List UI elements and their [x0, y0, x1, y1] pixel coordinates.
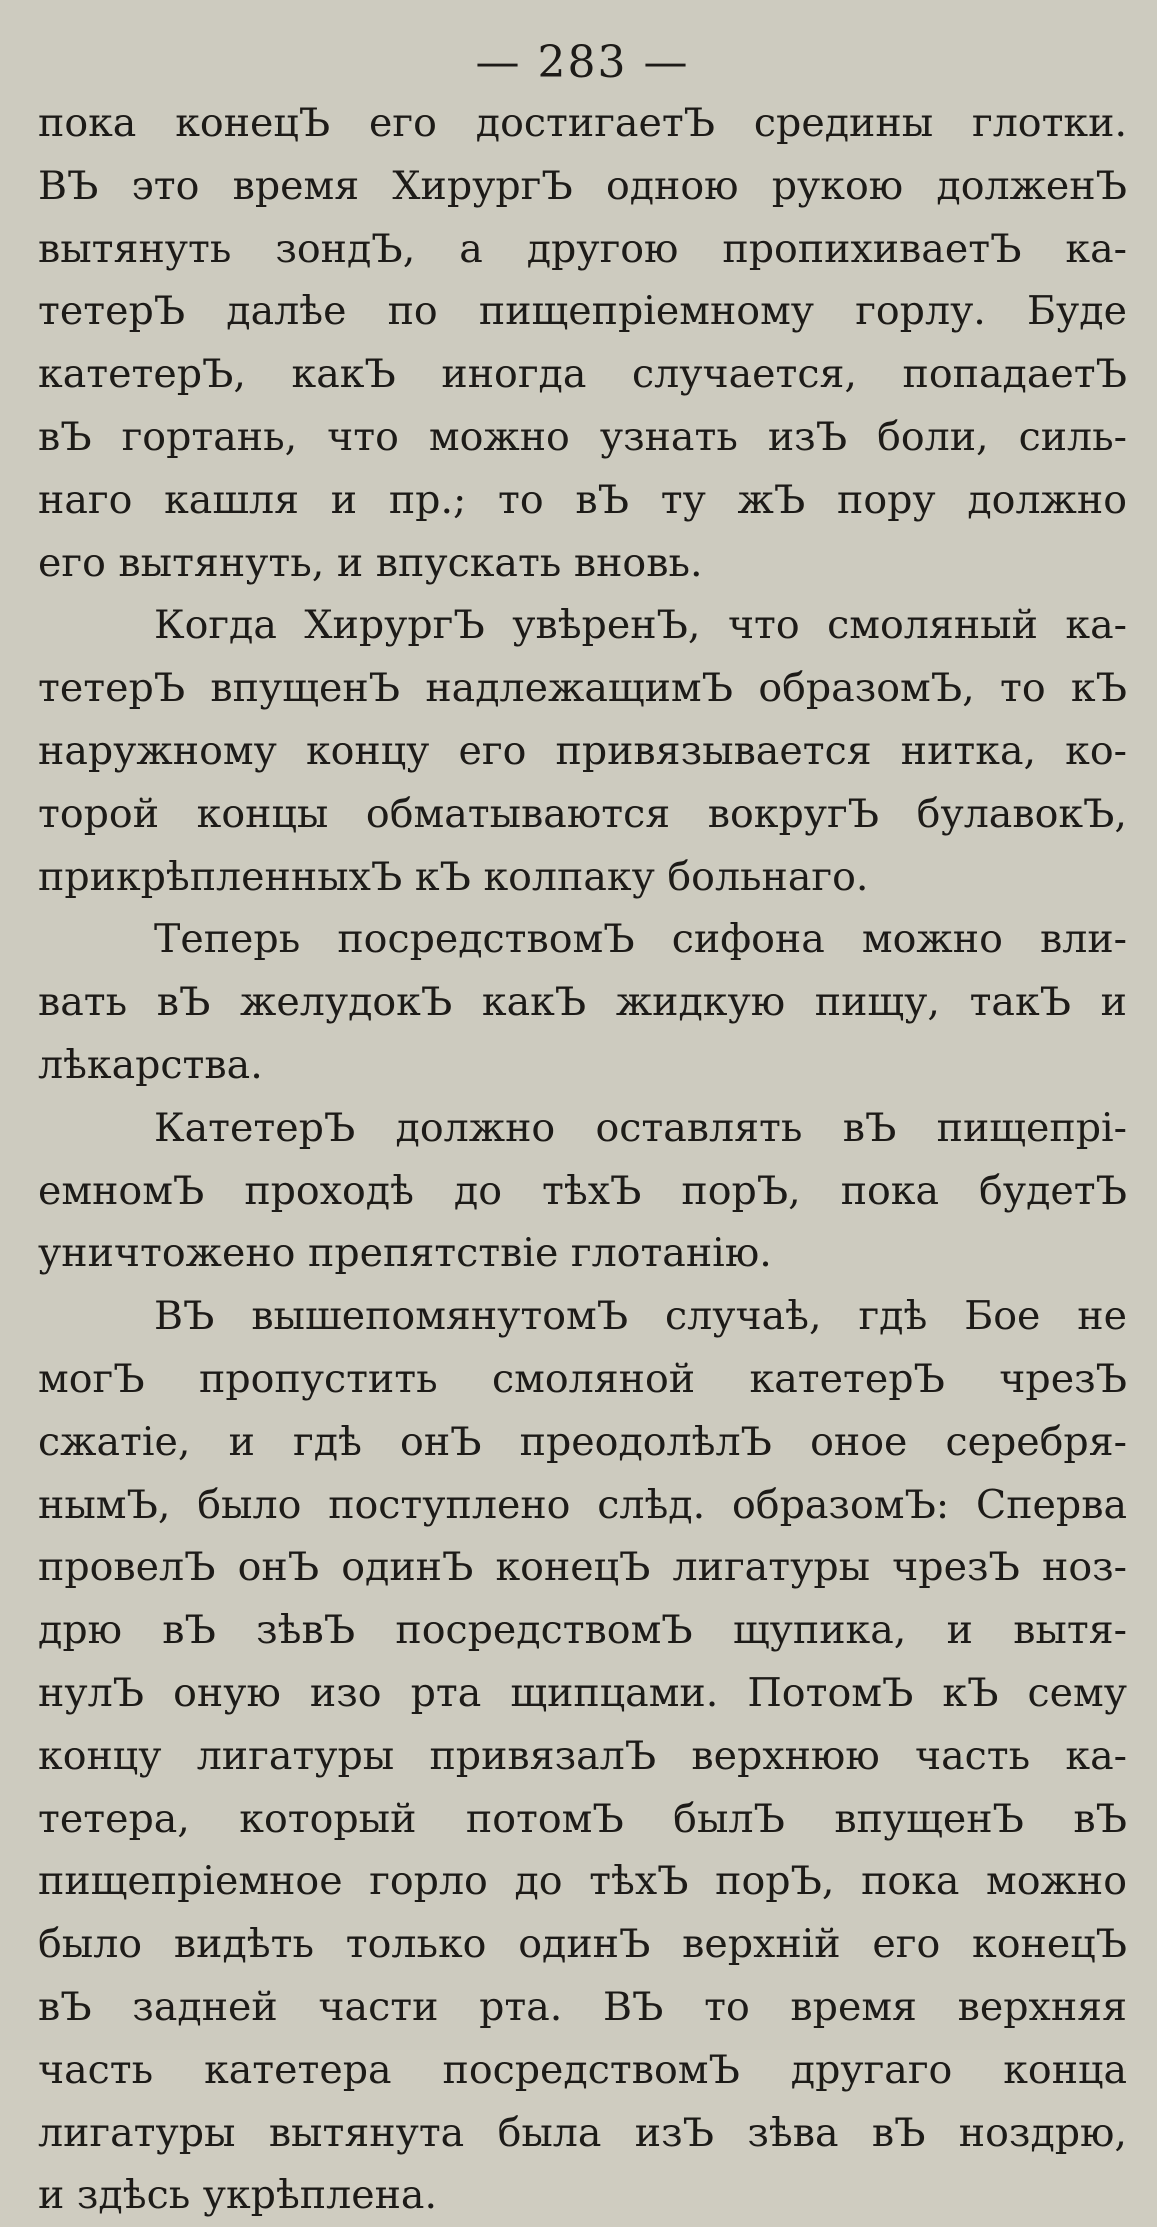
text-line: вытянуть зондЪ, а другою пропихиваетЪ ка- — [38, 225, 1127, 272]
text-line: ВЪ вышепомянутомЪ случаѣ, гдѣ Бое не — [154, 1293, 1127, 1340]
text-line: пока конецЪ его достигаетЪ средины глотки. — [38, 100, 1127, 146]
text-line: могЪ пропустить смоляной катетерЪ чрезЪ — [38, 1355, 1127, 1402]
text-line: пищепріемное горло до тѣхЪ порЪ, пока можно — [38, 1858, 1127, 1905]
text-line: концу лигатуры привязалЪ верхнюю часть ка- — [38, 1732, 1127, 1779]
text-line: наружному концу его привязывается нитка, ко- — [38, 727, 1127, 774]
text-line: ВЪ это время ХирургЪ одною рукою долженЪ — [38, 162, 1127, 209]
text-line: его вытянуть, и впускать вновь. — [38, 539, 703, 586]
text-line: провелЪ онЪ одинЪ конецЪ лигатуры чрезЪ ноз- — [38, 1544, 1127, 1591]
text-line: нулЪ оную изо рта щипцами. ПотомЪ кЪ сему — [38, 1669, 1127, 1716]
text-line: торой концы обматываются вокругЪ булавокЪ, — [38, 790, 1127, 837]
text-line: прикрѣпленныхЪ кЪ колпаку больнаго. — [38, 853, 869, 900]
text-line: вЪ гортань, что можно узнать изЪ боли, силь- — [38, 413, 1127, 460]
text-line: уничтожено препятствіе глотанію. — [38, 1230, 772, 1277]
text-line: дрю вЪ зѣвЪ посредствомЪ щупика, и вытя- — [38, 1607, 1127, 1654]
text-line: лѣкарства. — [38, 1041, 263, 1088]
paragraph — [38, 594, 1127, 908]
text-line: часть катетера посредствомЪ другаго конца — [38, 2046, 1127, 2093]
text-line: катетерЪ, какЪ иногда случается, попадаетЪ — [38, 351, 1127, 398]
paragraph — [38, 92, 1127, 594]
paragraph — [38, 908, 1127, 1096]
body-text — [38, 92, 1127, 2227]
paragraph — [38, 1285, 1127, 2227]
text-line: вЪ задней части рта. ВЪ то время верхняя — [38, 1983, 1127, 2030]
text-line: лигатуры вытянута была изЪ зѣва вЪ ноздрю, — [38, 2109, 1127, 2156]
text-line: и здѣсь укрѣплена. — [38, 2172, 438, 2219]
text-line: тетера, который потомЪ былЪ впущенЪ вЪ — [38, 1795, 1127, 1842]
paragraph — [38, 1097, 1127, 1285]
text-line: нымЪ, было поступлено слѣд. образомЪ: Сперва — [38, 1481, 1127, 1528]
text-line: тетерЪ впущенЪ надлежащимЪ образомЪ, то кЪ — [38, 665, 1127, 712]
page-number: — 283 — — [475, 37, 690, 88]
text-line: вать вЪ желудокЪ какЪ жидкую пищу, такЪ и — [38, 979, 1127, 1026]
text-line: емномЪ проходѣ до тѣхЪ порЪ, пока будетЪ — [38, 1167, 1127, 1214]
text-line: сжатіе, и гдѣ онЪ преодолѣлЪ оное серебря- — [38, 1418, 1127, 1465]
text-line: было видѣть только одинЪ верхній его конецЪ — [38, 1921, 1127, 1968]
text-line: Когда ХирургЪ увѣренЪ, что смоляный ка- — [154, 602, 1127, 649]
text-line: КатетерЪ должно оставлять вЪ пищепрі- — [154, 1104, 1127, 1151]
text-line: тетерЪ далѣе по пищепріемному горлу. Буде — [38, 288, 1127, 335]
text-line: наго кашля и пр.; то вЪ ту жЪ пору должно — [38, 476, 1127, 523]
text-line: Теперь посредствомЪ сифона можно вли- — [154, 916, 1127, 963]
